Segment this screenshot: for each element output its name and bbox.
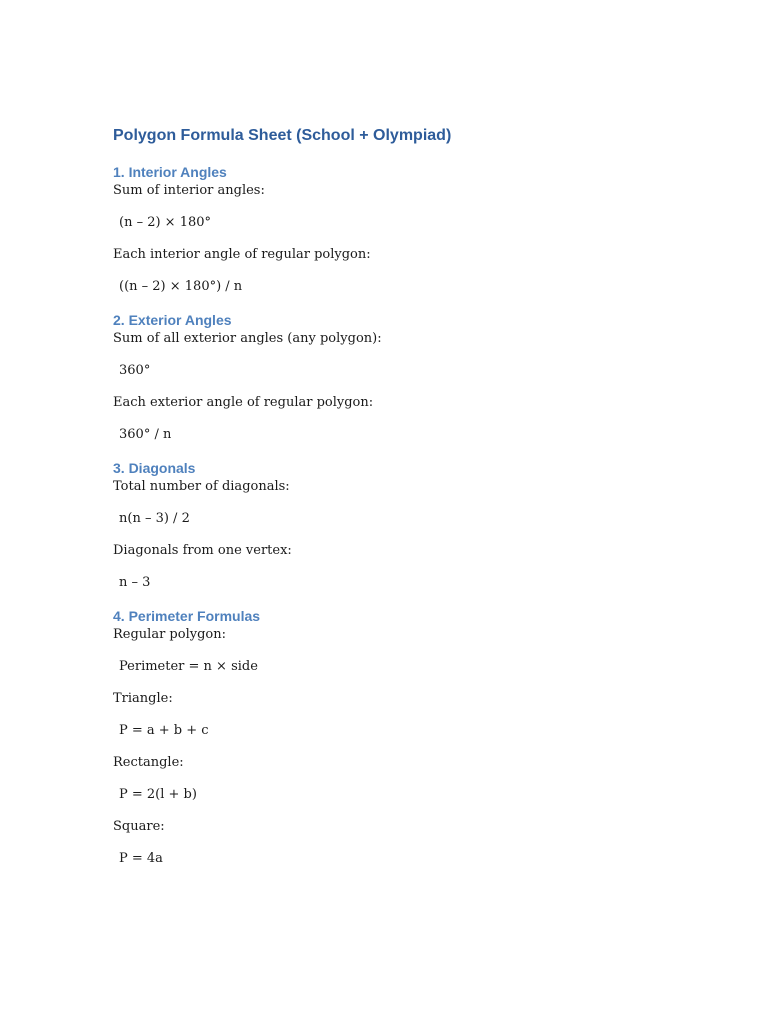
- section-perimeter-formulas: [113, 606, 713, 868]
- formula-label: Each interior angle of regular polygon:: [113, 247, 371, 262]
- formula: n – 3: [119, 575, 151, 590]
- formula: 360° / n: [119, 427, 172, 442]
- formula: Perimeter = n × side: [119, 659, 258, 674]
- section-heading: 1. Interior Angles: [113, 164, 227, 180]
- section-heading: 2. Exterior Angles: [113, 312, 232, 328]
- formula-label: Each exterior angle of regular polygon:: [113, 395, 374, 410]
- formula: (n – 2) × 180°: [119, 215, 212, 230]
- document-page: [113, 124, 713, 868]
- formula-label: Sum of interior angles:: [113, 183, 265, 198]
- formula: ((n – 2) × 180°) / n: [119, 279, 243, 294]
- formula-label: Triangle:: [113, 691, 173, 706]
- formula: P = a + b + c: [119, 723, 209, 738]
- formula-label: Diagonals from one vertex:: [113, 543, 292, 558]
- section-diagonals: [113, 458, 713, 592]
- document-title: Polygon Formula Sheet (School + Olympiad): [113, 127, 452, 144]
- section-heading: 3. Diagonals: [113, 460, 196, 476]
- formula-label: Sum of all exterior angles (any polygon):: [113, 331, 382, 346]
- section-exterior-angles: [113, 310, 713, 444]
- formula-label: Total number of diagonals:: [113, 479, 290, 494]
- section-heading: 4. Perimeter Formulas: [113, 608, 261, 624]
- section-interior-angles: [113, 162, 713, 296]
- formula-label: Rectangle:: [113, 755, 184, 770]
- formula-label: Regular polygon:: [113, 627, 226, 642]
- formula: P = 4a: [119, 851, 163, 866]
- formula: 360°: [119, 363, 151, 378]
- formula-label: Square:: [113, 819, 165, 834]
- formula: n(n – 3) / 2: [119, 511, 190, 526]
- formula: P = 2(l + b): [119, 787, 197, 802]
